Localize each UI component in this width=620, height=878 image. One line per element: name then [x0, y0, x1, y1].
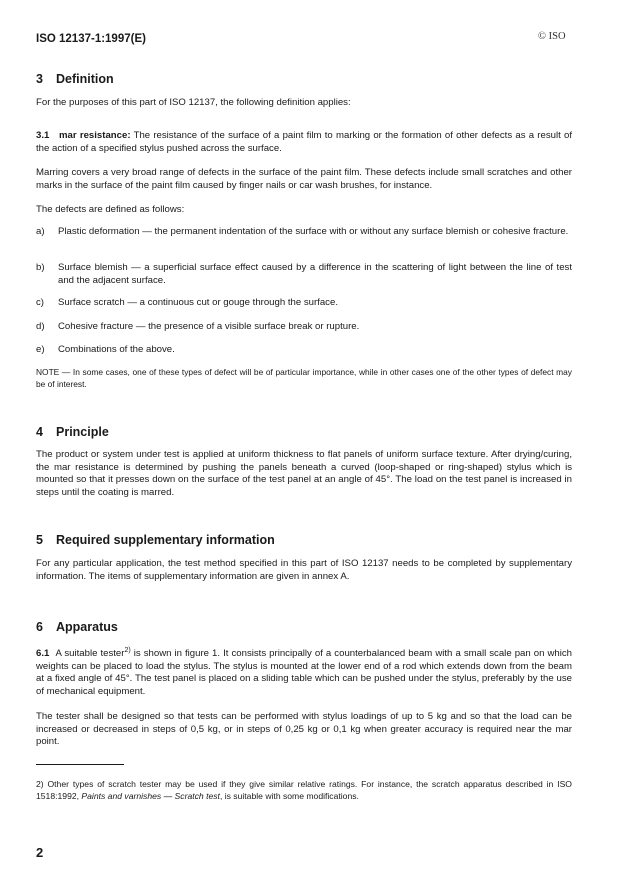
section-number: 6	[36, 620, 43, 634]
defects-intro: The defects are defined as follows:	[36, 204, 185, 215]
list-text: Plastic deformation — the permanent indentation of the surface with or without any surface blemish or cohesive fracture.	[58, 226, 569, 237]
section-5-heading	[36, 533, 275, 547]
list-text: Surface scratch — a continuous cut or gouge through the surface.	[58, 297, 338, 308]
document-id: ISO 12137-1:1997(E)	[36, 33, 146, 45]
copyright-mark: © ISO	[538, 31, 566, 42]
section-title: Apparatus	[56, 620, 118, 634]
footnote-rule	[36, 764, 124, 765]
section-number: 4	[36, 425, 43, 439]
definition-3-1	[36, 130, 572, 155]
list-item	[36, 297, 572, 310]
principle-paragraph: The product or system under test is applied at uniform thickness to flat panels of uniform surface texture. After drying/curing, the mar resistance is determined by pushing the panels beneath a curved (loop-shaped or ring-shaped) stylus which is mounted so that it presses down on the surface of the test panel at an angle of 45°. The load on the test panel is increased in steps until the coating is marred.	[36, 449, 572, 498]
list-text: Cohesive fracture — the presence of a visible surface break or rupture.	[58, 321, 360, 332]
paragraph-text: is shown in figure 1. It consists principally of a counterbalanced beam with a small scale pan on which weights can be placed to load the stylus. The stylus is mounted at the lower end of a rod which extends down from the beam at a fixed angle of 45°. The test panel is placed on a sliding table which can be pushed under the stylus, preferably by the use of mechanical equipment.	[36, 648, 572, 697]
list-label: d)	[36, 321, 45, 332]
section-3-heading	[36, 72, 114, 86]
list-label: c)	[36, 297, 44, 308]
list-item	[36, 321, 572, 334]
note: NOTE — In some cases, one of these types of defect will be of particular importance, while in other cases one of the other types of defect may be of interest.	[36, 367, 572, 389]
list-text: Surface blemish — a superficial surface effect caused by a difference in the scattering of light between the line of test and the adjacent surface.	[58, 262, 572, 286]
list-item	[36, 262, 572, 287]
section-title: Required supplementary information	[56, 533, 275, 547]
footnote	[36, 779, 572, 803]
list-item	[36, 344, 572, 357]
definition-text: The resistance of the surface of a paint film to marking or the formation of other defects as a result of the action of a specified stylus pushed across the surface.	[36, 130, 572, 154]
list-label: b)	[36, 262, 45, 273]
apparatus-paragraph-6-1	[36, 648, 572, 698]
list-label: a)	[36, 226, 45, 237]
marring-paragraph: Marring covers a very broad range of defects in the surface of the paint film. These defects include small scratches and other marks in the surface of the paint film caused by finger nails or car wash brushes, for instance.	[36, 167, 572, 191]
section-4-heading	[36, 425, 109, 439]
list-text: Combinations of the above.	[58, 344, 175, 355]
supplementary-paragraph: For any particular application, the test method specified in this part of ISO 12137 needs to be completed by supplementary information. The items of supplementary information are given in annex A.	[36, 558, 572, 582]
list-label: e)	[36, 344, 45, 355]
clause-number: 3.1	[36, 130, 50, 141]
section-number: 3	[36, 72, 43, 86]
footnote-text: , is suitable with some modifications.	[219, 790, 359, 801]
clause-number: 6.1	[36, 648, 50, 659]
section-title: Definition	[56, 72, 114, 86]
section-6-heading	[36, 620, 118, 634]
page-number: 2	[36, 845, 44, 860]
footnote-title: Paints and varnishes — Scratch test	[81, 790, 220, 801]
defined-term: mar resistance:	[59, 130, 131, 141]
section-title: Principle	[56, 425, 109, 439]
apparatus-paragraph-2: The tester shall be designed so that tests can be performed with stylus loadings of up to 5 kg and so that the load can be increased or decreased in steps of 0,5 kg, or in steps of 0,25 kg or 0,1 kg when greater accuracy is required near the mar point.	[36, 711, 572, 748]
list-item	[36, 226, 572, 239]
paragraph-text: A suitable tester	[55, 648, 125, 659]
footnote-text: 2) Other types of scratch tester may be used if they give similar relative ratings. For instance, the scratch apparatus described in ISO 1518:1992,	[36, 779, 572, 801]
definition-intro: For the purposes of this part of ISO 12137, the following definition applies:	[36, 97, 351, 108]
section-number: 5	[36, 533, 43, 547]
footnote-ref[interactable]: 2)	[124, 646, 131, 654]
